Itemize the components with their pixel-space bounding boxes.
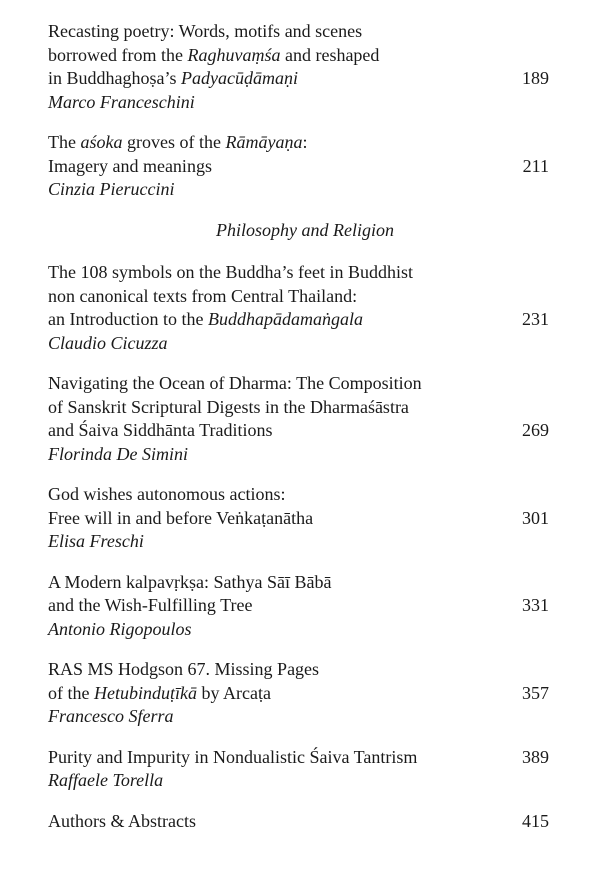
toc-entry[interactable] [48,372,552,466]
toc-entry-title-line [48,571,552,595]
toc-entry-title-line [48,746,552,770]
toc-entry-title-line [48,308,552,332]
toc-entry-title-line [48,285,552,309]
toc-page-number: 415 [522,810,549,831]
title-segment: Imagery and meanings [48,155,212,176]
toc-entry-authors-abstracts[interactable] [48,810,552,834]
toc-entry-title-line [48,155,552,179]
toc-page-number: 231 [522,309,549,329]
italic-title-segment: Raghuvaṃśa [187,44,281,65]
toc-entry-title-line [48,658,552,682]
toc-entry-author: Elisa Freschi [48,531,144,551]
italic-title-segment: Padyacūḍāmaṇi [181,68,298,88]
section-heading: Philosophy and Religion [216,219,394,240]
toc-entry-author: Francesco Sferra [48,706,174,726]
title-segment: The [48,132,81,152]
title-segment: RAS MS Hodgson 67. Missing Pages [48,659,320,679]
toc-entry-author: Raffaele Torella [48,770,164,790]
italic-title-segment: Buddhapādamaṅgala [207,309,363,329]
title-segment: borrowed from the [48,44,188,65]
toc-entry-title-line [48,507,552,531]
title-segment: Navigating the Ocean of Dharma: The Composition [48,373,422,393]
title-segment: non canonical texts from Central Thailand: [48,285,358,306]
toc-group-philosophy [48,261,552,793]
italic-title-segment: Hetubinduṭīkā [93,682,197,703]
toc-entry-author: Antonio Rigopoulos [48,618,192,639]
title-segment: in Buddhaghoṣa’s [48,68,181,88]
toc-entry[interactable] [48,483,552,554]
title-segment: The 108 symbols on the Buddha’s feet in Buddhist [48,262,413,282]
toc-entry-title-line [48,131,552,155]
toc-entry-title-line [48,372,552,396]
toc-page-number: 301 [522,507,549,528]
table-of-contents [48,20,552,833]
toc-entry[interactable] [48,571,552,642]
toc-entry-title-line [48,419,552,443]
toc-entry-title-line [48,594,552,618]
toc-page-number: 331 [522,595,549,615]
italic-title-segment: Rāmāyaṇa [225,132,303,152]
toc-entry[interactable] [48,131,552,202]
toc-entry-author: Cinzia Pieruccini [48,179,175,199]
toc-entry-title-line [48,483,552,507]
toc-entry[interactable] [48,658,552,729]
title-segment: of Sanskrit Scriptural Digests in the Dharmaśāstra [48,396,409,417]
toc-entry-author: Marco Franceschini [48,91,195,112]
title-segment: and the Wish-Fulfilling Tree [48,595,253,615]
title-segment: and reshaped [280,44,380,65]
title-segment: A Modern kalpavṛkṣa: Sathya Sāī Bābā [48,571,332,592]
toc-page-number: 389 [522,746,549,767]
toc-page-number: 211 [522,155,549,176]
toc-entry-title-line [48,44,552,68]
toc-entry-title-line [48,682,552,706]
title-segment: : [302,132,308,152]
title-segment: Purity and Impurity in Nondualistic Śaiva Tantrism [48,746,418,767]
title-segment: and Śaiva Siddhānta Traditions [48,420,273,440]
toc-entry-author: Claudio Cicuzza [48,332,168,353]
toc-page-number: 269 [522,420,549,440]
toc-group-literature [48,20,552,202]
toc-page-number: 357 [522,682,549,703]
title-segment: an Introduction to the [48,309,208,329]
italic-title-segment: aśoka [80,132,123,152]
title-segment: Recasting poetry: Words, motifs and scenes [48,21,363,41]
toc-entry[interactable] [48,20,552,114]
toc-entry[interactable] [48,261,552,355]
toc-entry-title-line [48,396,552,420]
toc-entry-author: Florinda De Simini [48,443,188,464]
title-segment: by Arcaṭa [196,682,271,703]
title-segment: of the [48,682,94,703]
toc-entry-label: Authors & Abstracts [48,810,196,831]
toc-entry-title-line [48,67,552,91]
title-segment: God wishes autonomous actions: [48,484,286,504]
toc-entry[interactable] [48,746,552,793]
toc-page-number: 189 [522,68,549,88]
title-segment: Free will in and before Veṅkaṭanātha [48,507,314,528]
toc-entry-title-line [48,20,552,44]
toc-entry-title-line [48,261,552,285]
title-segment: groves of the [122,132,226,152]
